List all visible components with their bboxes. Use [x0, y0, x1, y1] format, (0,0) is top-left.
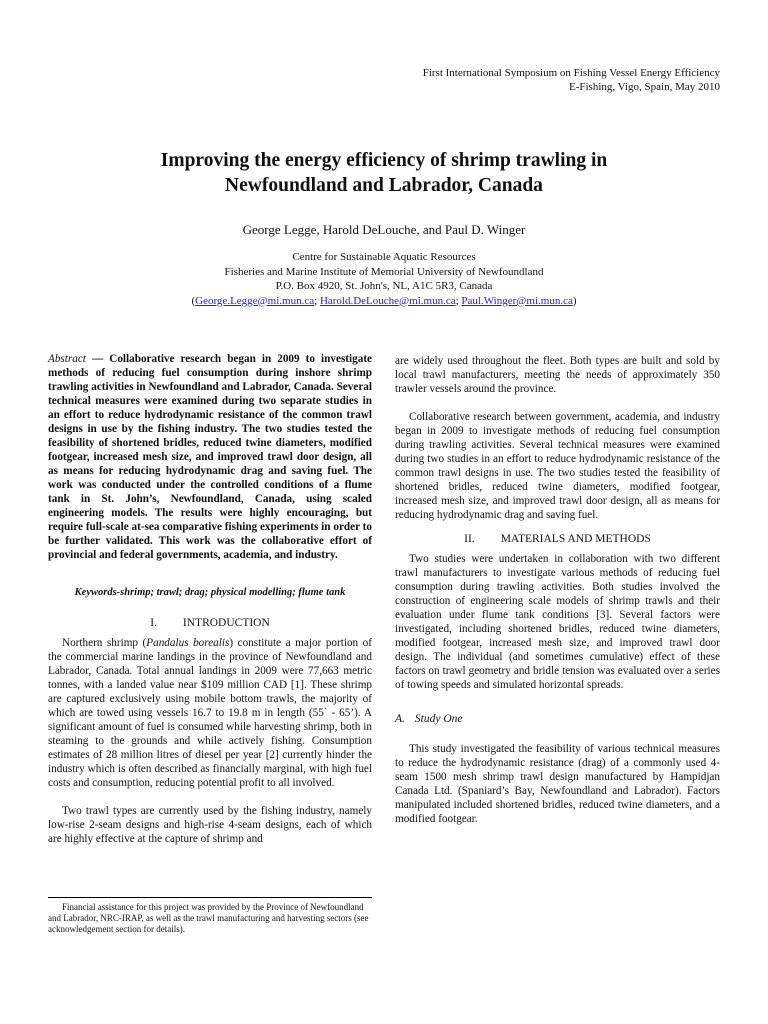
affiliation-line-2: Fisheries and Marine Institute of Memorial University of Newfoundland	[224, 265, 544, 278]
abstract-text: Collaborative research began in 2009 to investigate methods of reducing fuel consumption during inshore shrimp trawling activities in Newfoundland and Labrador, Canada. Several technical measures were examined during two separate studies in an effort to reduce hydrodynamic resistance of the common trawl designs in use by the fishing industry. The two studies tested the feasibility of shortened bridles, reduced twine diameters, modified footgear, increased mesh size, and improved trawl door design, all as means for reducing hydrodynamic drag and saving fuel. The work was conducted under the controlled conditions of a flume tank in St. John’s, Newfoundland, Canada, using scaled engineering models. The results were highly encouraging, but require full-scale at-sea comparative fishing experiments in order to be further validated. This work was the collaborative effort of provincial and federal governments, academia, and industry.	[48, 353, 373, 561]
abstract-paragraph	[48, 352, 372, 562]
email-line	[0, 294, 768, 309]
section-number: II.	[464, 533, 475, 545]
right-column	[395, 354, 720, 826]
header-line-2: E-Fishing, Vigo, Spain, May 2010	[568, 81, 720, 93]
title-line-2: Newfoundland and Labrador, Canada	[225, 175, 543, 196]
author-list: George Legge, Harold DeLouche, and Paul D. Winger	[242, 222, 526, 237]
paper-title	[0, 148, 768, 198]
subsection-number: A.	[395, 713, 405, 725]
email-open: (	[191, 294, 196, 307]
abstract-dash: —	[85, 353, 110, 365]
keywords: Keywords-shrimp; trawl; drag; physical modelling; flume tank	[74, 587, 346, 598]
header-line-1: First International Symposium on Fishing Vessel Energy Efficiency	[422, 67, 720, 79]
intro-p1-text-b: ) constitute a major portion of the commercial marine landings in the province of Newfoundland and Labrador, Canada. Total annual landings in 2009 were 77,663 metric tonnes, with a landed value near $109 million CAD [1]. These shrimp are captured exclusively using mobile bottom trawls, the majority of which are towed using vessels 16.7 to 19.8 m in length (55` - 65’). A significant amount of fuel is consumed while harvesting shrimp, both in steaming to the grounds and while actively fishing. Consumption estimates of 28 million litres of diesel per year [2] currently hinder the industry which is often described as financially marginal, with high fuel costs and consumption, reducing potential profit to all involved.	[48, 637, 372, 789]
left-column	[48, 352, 372, 846]
email-link-delouche[interactable]: Harold.DeLouche@mi.mun.ca	[319, 294, 456, 307]
abstract-label: Abstract	[48, 353, 86, 365]
email-link-legge[interactable]: George.Legge@mi.mun.ca	[195, 294, 315, 307]
title-line-1: Improving the energy efficiency of shrimp trawling in	[160, 150, 608, 171]
conference-header	[423, 66, 720, 94]
email-close: )	[572, 294, 577, 307]
section-title: INTRODUCTION	[182, 617, 270, 629]
intro-paragraph-2: Two trawl types are currently used by the fishing industry, namely low-rise 2-seam designs and high-rise 4-seam designs, each of which are highly effective at the capture of shrimp and	[48, 805, 372, 845]
section-heading-methods	[395, 532, 720, 546]
subsection-heading-study-one	[395, 712, 720, 726]
species-name: Pandalus borealis	[146, 637, 230, 649]
subsection-title: Study One	[414, 713, 463, 725]
footnote-text: Financial assistance for this project was provided by the Province of Newfoundland and Labrador, NRC-IRAP, as well as the trawl manufacturing and harvesting sectors (see acknowledgement section for details).	[48, 902, 369, 934]
email-link-winger[interactable]: Paul.Winger@mi.mun.ca	[461, 294, 573, 307]
affiliation-line-1: Centre for Sustainable Aquatic Resources	[292, 251, 476, 263]
email-sep-1: ;	[314, 294, 320, 307]
footnote-divider	[48, 897, 372, 898]
methods-paragraph-1: Two studies were undertaken in collaboration with two different trawl manufacturers to investigate various methods of reducing fuel consumption during trawling activities. Both studies involved the construction of engineering scale models of shrimp trawls and their evaluation under flume tank conditions [3]. Several factors were investigated, including shortened bridles, reduced twine diameters, modified footgear, increased mesh size, and improved trawl door design. The individual (and sometimes cumulative) effect of these factors on trawl geometry and bridle tension was evaluated over a series of towing speeds and simulated horizontal spreads.	[395, 553, 720, 691]
study-one-paragraph: This study investigated the feasibility of various technical measures to reduce the hydrodynamic resistance (drag) of a commonly used 4-seam 1500 mesh shrimp trawl design manufactured by Hampidjan Canada Ltd. (Spaniard’s Bay, Newfoundland and Labrador). Factors manipulated included shortened bridles, reduced twine diameters, and a modified footgear.	[395, 743, 720, 825]
section-title: MATERIALS AND METHODS	[500, 533, 651, 545]
footnote	[48, 902, 372, 935]
intro-paragraph-1	[48, 636, 372, 790]
email-sep-2: ;	[455, 294, 462, 307]
section-heading-introduction	[48, 616, 372, 630]
affiliation-line-3: P.O. Box 4920, St. John's, NL, A1C 5R3, Canada	[275, 280, 493, 292]
intro-paragraph-3: Collaborative research between government, academia, and industry began in 2009 to investigate methods of reducing fuel consumption during trawling activities. Several technical measures were examined during two studies in an effort to reduce hydrodynamic resistance of the common trawl designs in use. The two studies tested the feasibility of shortened bridles, reduced twine diameters, modified footgear, increased mesh size, and improved trawl door design, all as means for reducing hydrodynamic drag and saving fuel.	[395, 411, 720, 521]
intro-paragraph-2-cont: are widely used throughout the fleet. Both types are built and sold by local trawl manufacturers, meeting the needs of approximately 350 trawler vessels around the province.	[395, 355, 720, 395]
section-number: I.	[150, 617, 157, 629]
intro-p1-text-a: Northern shrimp (	[62, 637, 147, 649]
affiliation-block	[0, 250, 768, 308]
